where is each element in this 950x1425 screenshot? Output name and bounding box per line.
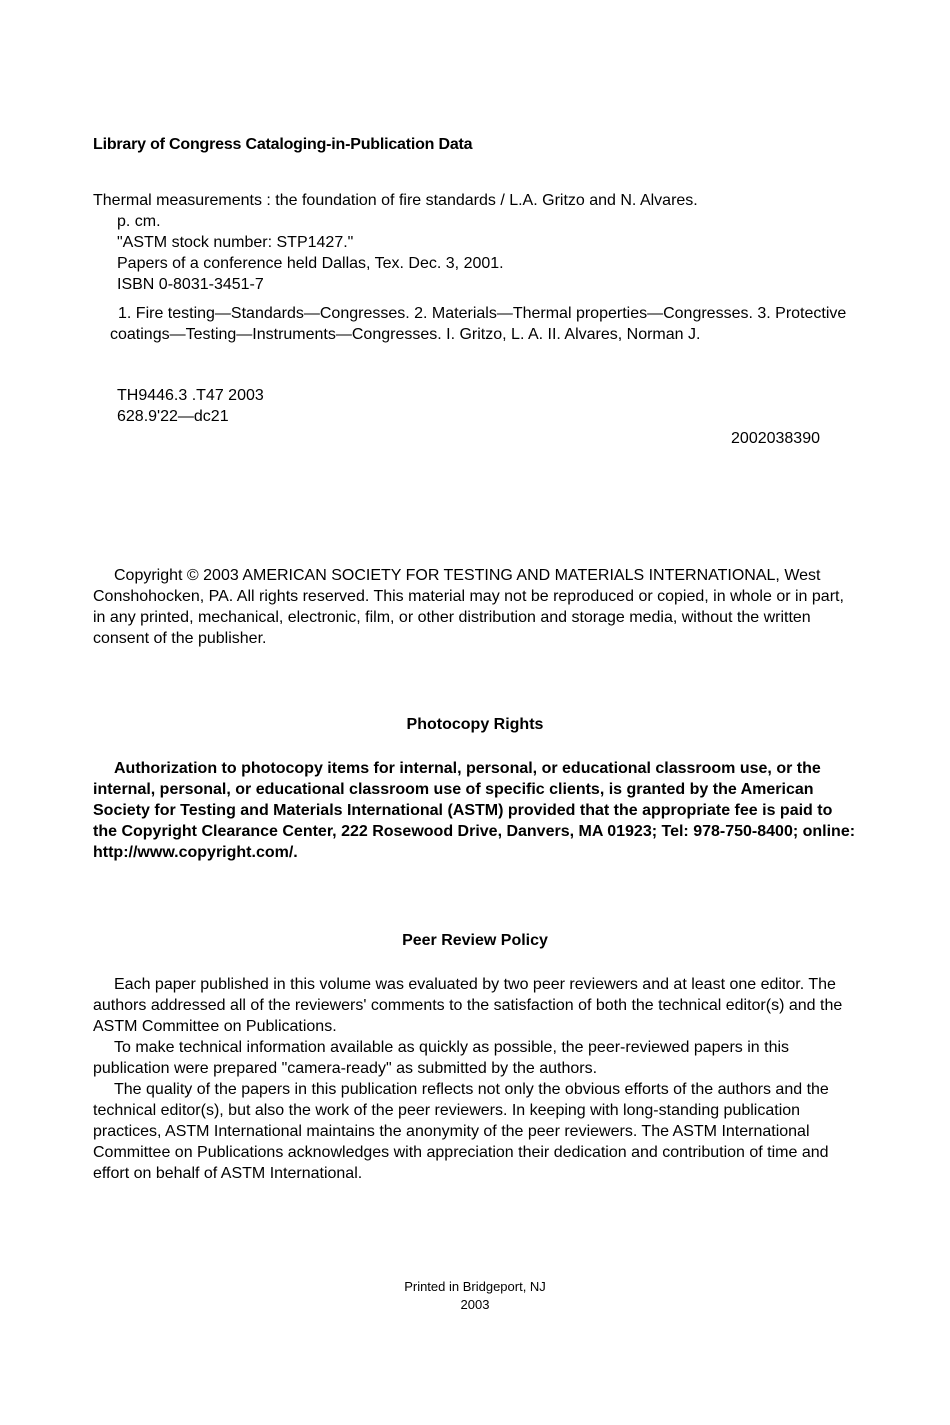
copyright-notice: Copyright © 2003 AMERICAN SOCIETY FOR TESTING AND MATERIALS INTERNATIONAL, West Conshohocken, PA. All rights reserved. This material may not be reproduced or copied, in whole or in part, in any printed, mechanical, electronic, film, or other distribution and storage media, without the written consent of the publisher. — [93, 567, 844, 647]
peer-review-paragraph-3: The quality of the papers in this publication reflects not only the obvious efforts of the authors and the technical editor(s), but also the work of the peer reviewers. In keeping with long-standing publication practices, ASTM International maintains the anonymity of the peer reviewers. The ASTM International Committee on Publications acknowledges with appreciation their dedication and contribution of time and effort on behalf of ASTM International. — [93, 1081, 829, 1182]
peer-review-paragraph-1: Each paper published in this volume was evaluated by two peer reviewers and at least one editor. The authors addressed all of the reviewers' comments to the satisfaction of both the technical editor(s) and the ASTM Committee on Publications. — [93, 976, 843, 1035]
photocopy-rights-heading: Photocopy Rights — [406, 716, 544, 733]
photocopy-rights-text: Authorization to photocopy items for internal, personal, or educational classroom use, or the internal, personal, or educational classroom use of specific clients, is granted by the American Society for Testing and Materials International (ASTM) provided that the appropriate fee is paid to the Copyright Clearance Center, 222 Rosewood Drive, Danvers, MA 01923; Tel: 978-750-8400; online: http://www.copyright.com/. — [93, 760, 856, 861]
cip-line-pagination: p. cm. — [117, 213, 161, 230]
peer-review-paragraph-2: To make technical information available as quickly as possible, the peer-reviewed papers in this publication were prepared "camera-ready" as submitted by the authors. — [93, 1039, 790, 1077]
cip-line-stock-number: "ASTM stock number: STP1427." — [117, 234, 354, 251]
cip-line-conference: Papers of a conference held Dallas, Tex. Dec. 3, 2001. — [117, 255, 504, 272]
cip-lccn: 2002038390 — [731, 430, 820, 447]
peer-review-heading: Peer Review Policy — [402, 932, 548, 949]
cip-line-isbn: ISBN 0-8031-3451-7 — [117, 276, 264, 293]
printed-year: 2003 — [460, 1297, 490, 1312]
cip-title-line: Thermal measurements : the foundation of fire standards / L.A. Gritzo and N. Alvares. — [93, 192, 698, 209]
cip-heading: Library of Congress Cataloging-in-Publication Data — [93, 136, 473, 153]
cip-subjects: 1. Fire testing—Standards—Congresses. 2. Materials—Thermal properties—Congresses. 3. Protective coatings—Testing—Instruments—Congresses. I. Gritzo, L. A. II. Alvares, Norman J. — [110, 305, 847, 343]
cip-call-number: TH9446.3 .T47 2003 — [117, 387, 264, 404]
cip-dewey-number: 628.9'22—dc21 — [117, 408, 229, 425]
printed-in-place: Printed in Bridgeport, NJ — [404, 1279, 546, 1294]
